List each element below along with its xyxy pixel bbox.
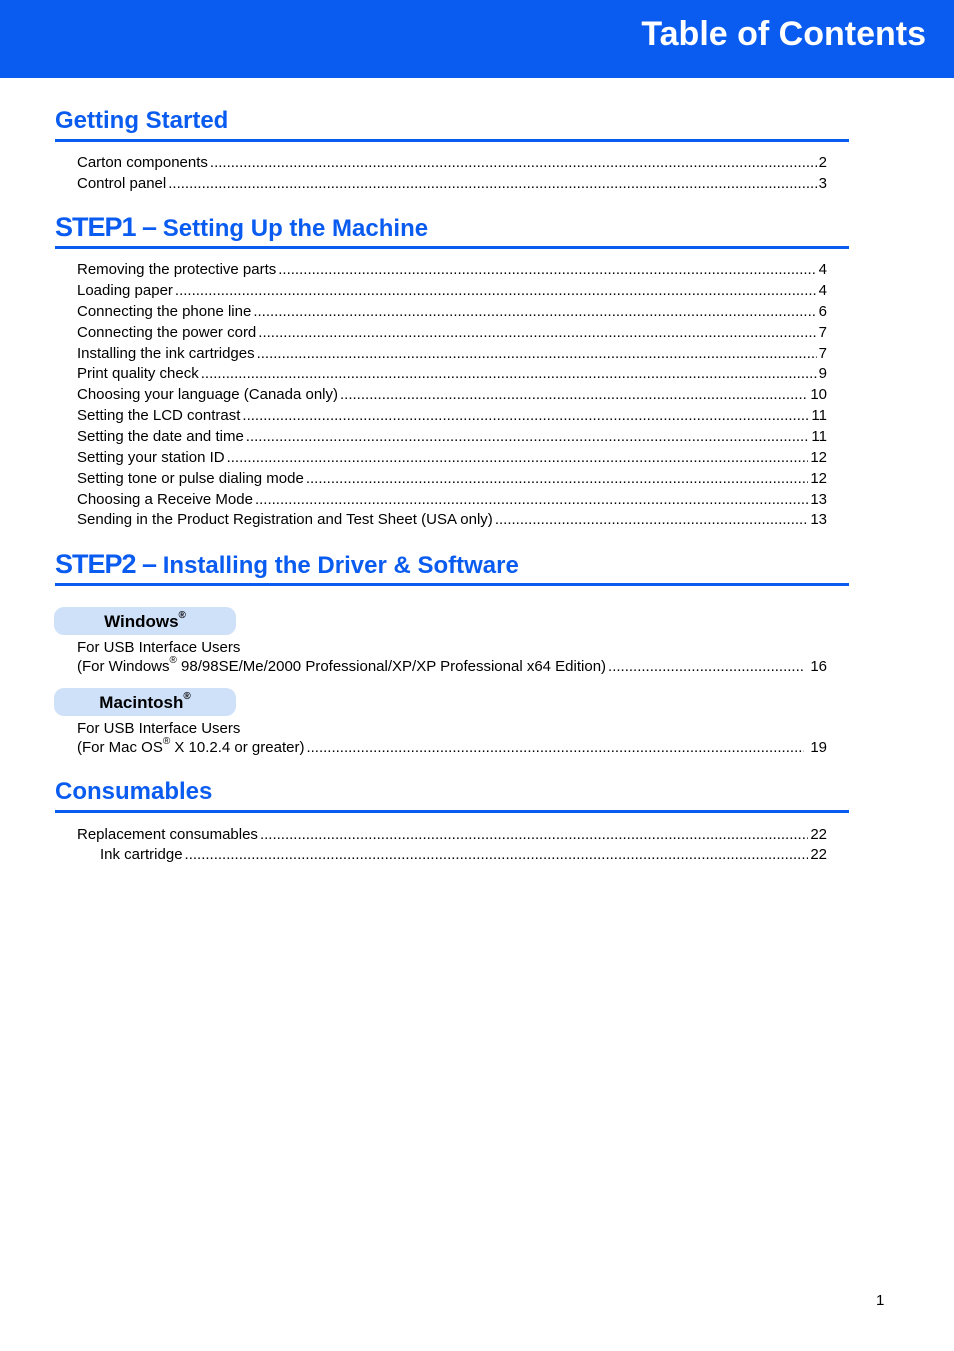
toc-entry[interactable]: [100, 845, 827, 865]
toc-entry-label: Setting your station ID: [77, 449, 225, 466]
section-heading-getting-started: [55, 106, 849, 142]
toc-entry[interactable]: [77, 469, 827, 489]
toc-entry-label: Removing the protective parts: [77, 261, 277, 278]
toc-entry[interactable]: [77, 448, 827, 468]
section-heading-step1: [55, 212, 849, 249]
registered-mark: ®: [183, 691, 191, 703]
toc-entry-label: Setting the LCD contrast: [77, 407, 241, 424]
os-label-text: Macintosh: [99, 693, 184, 712]
section-heading-consumables: [55, 777, 849, 813]
toc-entry-label: Carton components: [77, 154, 208, 171]
toc-entry[interactable]: [77, 385, 827, 405]
toc-entry[interactable]: [77, 153, 827, 173]
registered-mark: ®: [162, 736, 171, 747]
toc-entry-label: Choosing your language (Canada only): [77, 386, 339, 403]
toc-entry-page: 12: [810, 470, 827, 487]
toc-entry-label: Installing the ink cartridges: [77, 345, 255, 362]
toc-entry-label: Sending in the Product Registration and Test Sheet (USA only): [77, 511, 493, 528]
toc-leader-dots: [168, 174, 816, 194]
toc-entry[interactable]: [77, 174, 827, 194]
toc-leader-dots: [175, 281, 817, 301]
toc-entry-label: Choosing a Receive Mode: [77, 491, 253, 508]
os-label-windows: [54, 607, 236, 635]
toc-entry-page: 12: [810, 449, 827, 466]
toc-entry[interactable]: [77, 738, 827, 758]
toc-entry-page: 2: [818, 154, 827, 171]
section-heading-text: Installing the Driver & Software: [162, 552, 519, 579]
toc-entry-label: (For Mac OS® X 10.2.4 or greater): [77, 736, 305, 756]
registered-mark: ®: [169, 655, 177, 666]
toc-entry-label: Setting the date and time: [77, 428, 244, 445]
toc-entry[interactable]: [77, 364, 827, 384]
toc-entry[interactable]: [77, 260, 827, 280]
toc-entry[interactable]: [77, 323, 827, 343]
toc-entry[interactable]: [77, 302, 827, 322]
toc-entry-page: 11: [811, 407, 827, 424]
toc-entry-page: 6: [818, 303, 827, 320]
toc-entry-label: Connecting the power cord: [77, 324, 257, 341]
toc-leader-dots: [306, 469, 808, 489]
os-label-macintosh: [54, 688, 236, 716]
toc-entry-line: For USB Interface Users: [77, 639, 241, 656]
toc-entry-label: Control panel: [77, 175, 167, 192]
toc-entry-page: 7: [818, 345, 827, 362]
step-number: STEP2 –: [55, 549, 157, 579]
toc-entry-page: 11: [811, 428, 827, 445]
toc-leader-dots: [253, 302, 816, 322]
toc-leader-dots: [340, 385, 808, 405]
toc-leader-dots: [257, 344, 817, 364]
toc-leader-dots: [185, 845, 809, 865]
page-number: 1: [876, 1292, 885, 1309]
toc-entry-page: 7: [818, 324, 827, 341]
toc-entry-page: 3: [818, 175, 827, 192]
toc-leader-dots: [242, 406, 809, 426]
section-heading-text: Consumables: [55, 778, 213, 805]
toc-leader-dots: [201, 364, 817, 384]
toc-entry-page: 13: [810, 511, 827, 528]
toc-leader-dots: [306, 738, 804, 758]
toc-entry[interactable]: [77, 281, 827, 301]
toc-leader-dots: [278, 260, 816, 280]
toc-entry-page: 13: [810, 491, 827, 508]
section-heading-step2: [55, 549, 849, 586]
toc-leader-dots: [227, 448, 809, 468]
step-number: STEP1 –: [55, 212, 157, 242]
toc-entry-page: 10: [810, 386, 827, 403]
toc-entry-label: Connecting the phone line: [77, 303, 252, 320]
toc-leader-dots: [608, 657, 804, 677]
toc-entry-label: Print quality check: [77, 365, 199, 382]
toc-leader-dots: [210, 153, 817, 173]
toc-leader-dots: [495, 510, 809, 530]
toc-entry-label: Loading paper: [77, 282, 173, 299]
toc-entry-page: 16: [810, 658, 827, 675]
header-banner: [0, 0, 954, 78]
toc-entry[interactable]: [77, 490, 827, 510]
toc-entry[interactable]: [77, 825, 827, 845]
toc-entry[interactable]: [77, 344, 827, 364]
toc-leader-dots: [246, 427, 810, 447]
section-heading-text: Setting Up the Machine: [162, 215, 429, 242]
toc-entry[interactable]: [77, 427, 827, 447]
toc-entry-label: (For Windows® 98/98SE/Me/2000 Professional/XP/XP Professional x64 Edition): [77, 655, 607, 675]
os-label-text: Windows: [104, 612, 179, 631]
toc-leader-dots: [255, 490, 808, 510]
registered-mark: ®: [178, 610, 186, 622]
toc-entry[interactable]: [77, 657, 827, 677]
toc-entry-label: Ink cartridge: [100, 846, 183, 863]
toc-entry-page: 19: [810, 739, 827, 756]
toc-entry-label: Setting tone or pulse dialing mode: [77, 470, 304, 487]
toc-entry-page: 4: [818, 282, 827, 299]
toc-leader-dots: [260, 825, 808, 845]
toc-entry-page: 22: [810, 846, 827, 863]
toc-entry[interactable]: [77, 510, 827, 530]
toc-entry-line: For USB Interface Users: [77, 720, 241, 737]
toc-entry-label: Replacement consumables: [77, 826, 258, 843]
toc-entry-page: 22: [810, 826, 827, 843]
toc-entry-page: 9: [818, 365, 827, 382]
toc-entry[interactable]: [77, 406, 827, 426]
page-title: Table of Contents: [641, 15, 926, 53]
section-heading-text: Getting Started: [55, 107, 229, 134]
toc-leader-dots: [258, 323, 816, 343]
toc-entry-page: 4: [818, 261, 827, 278]
